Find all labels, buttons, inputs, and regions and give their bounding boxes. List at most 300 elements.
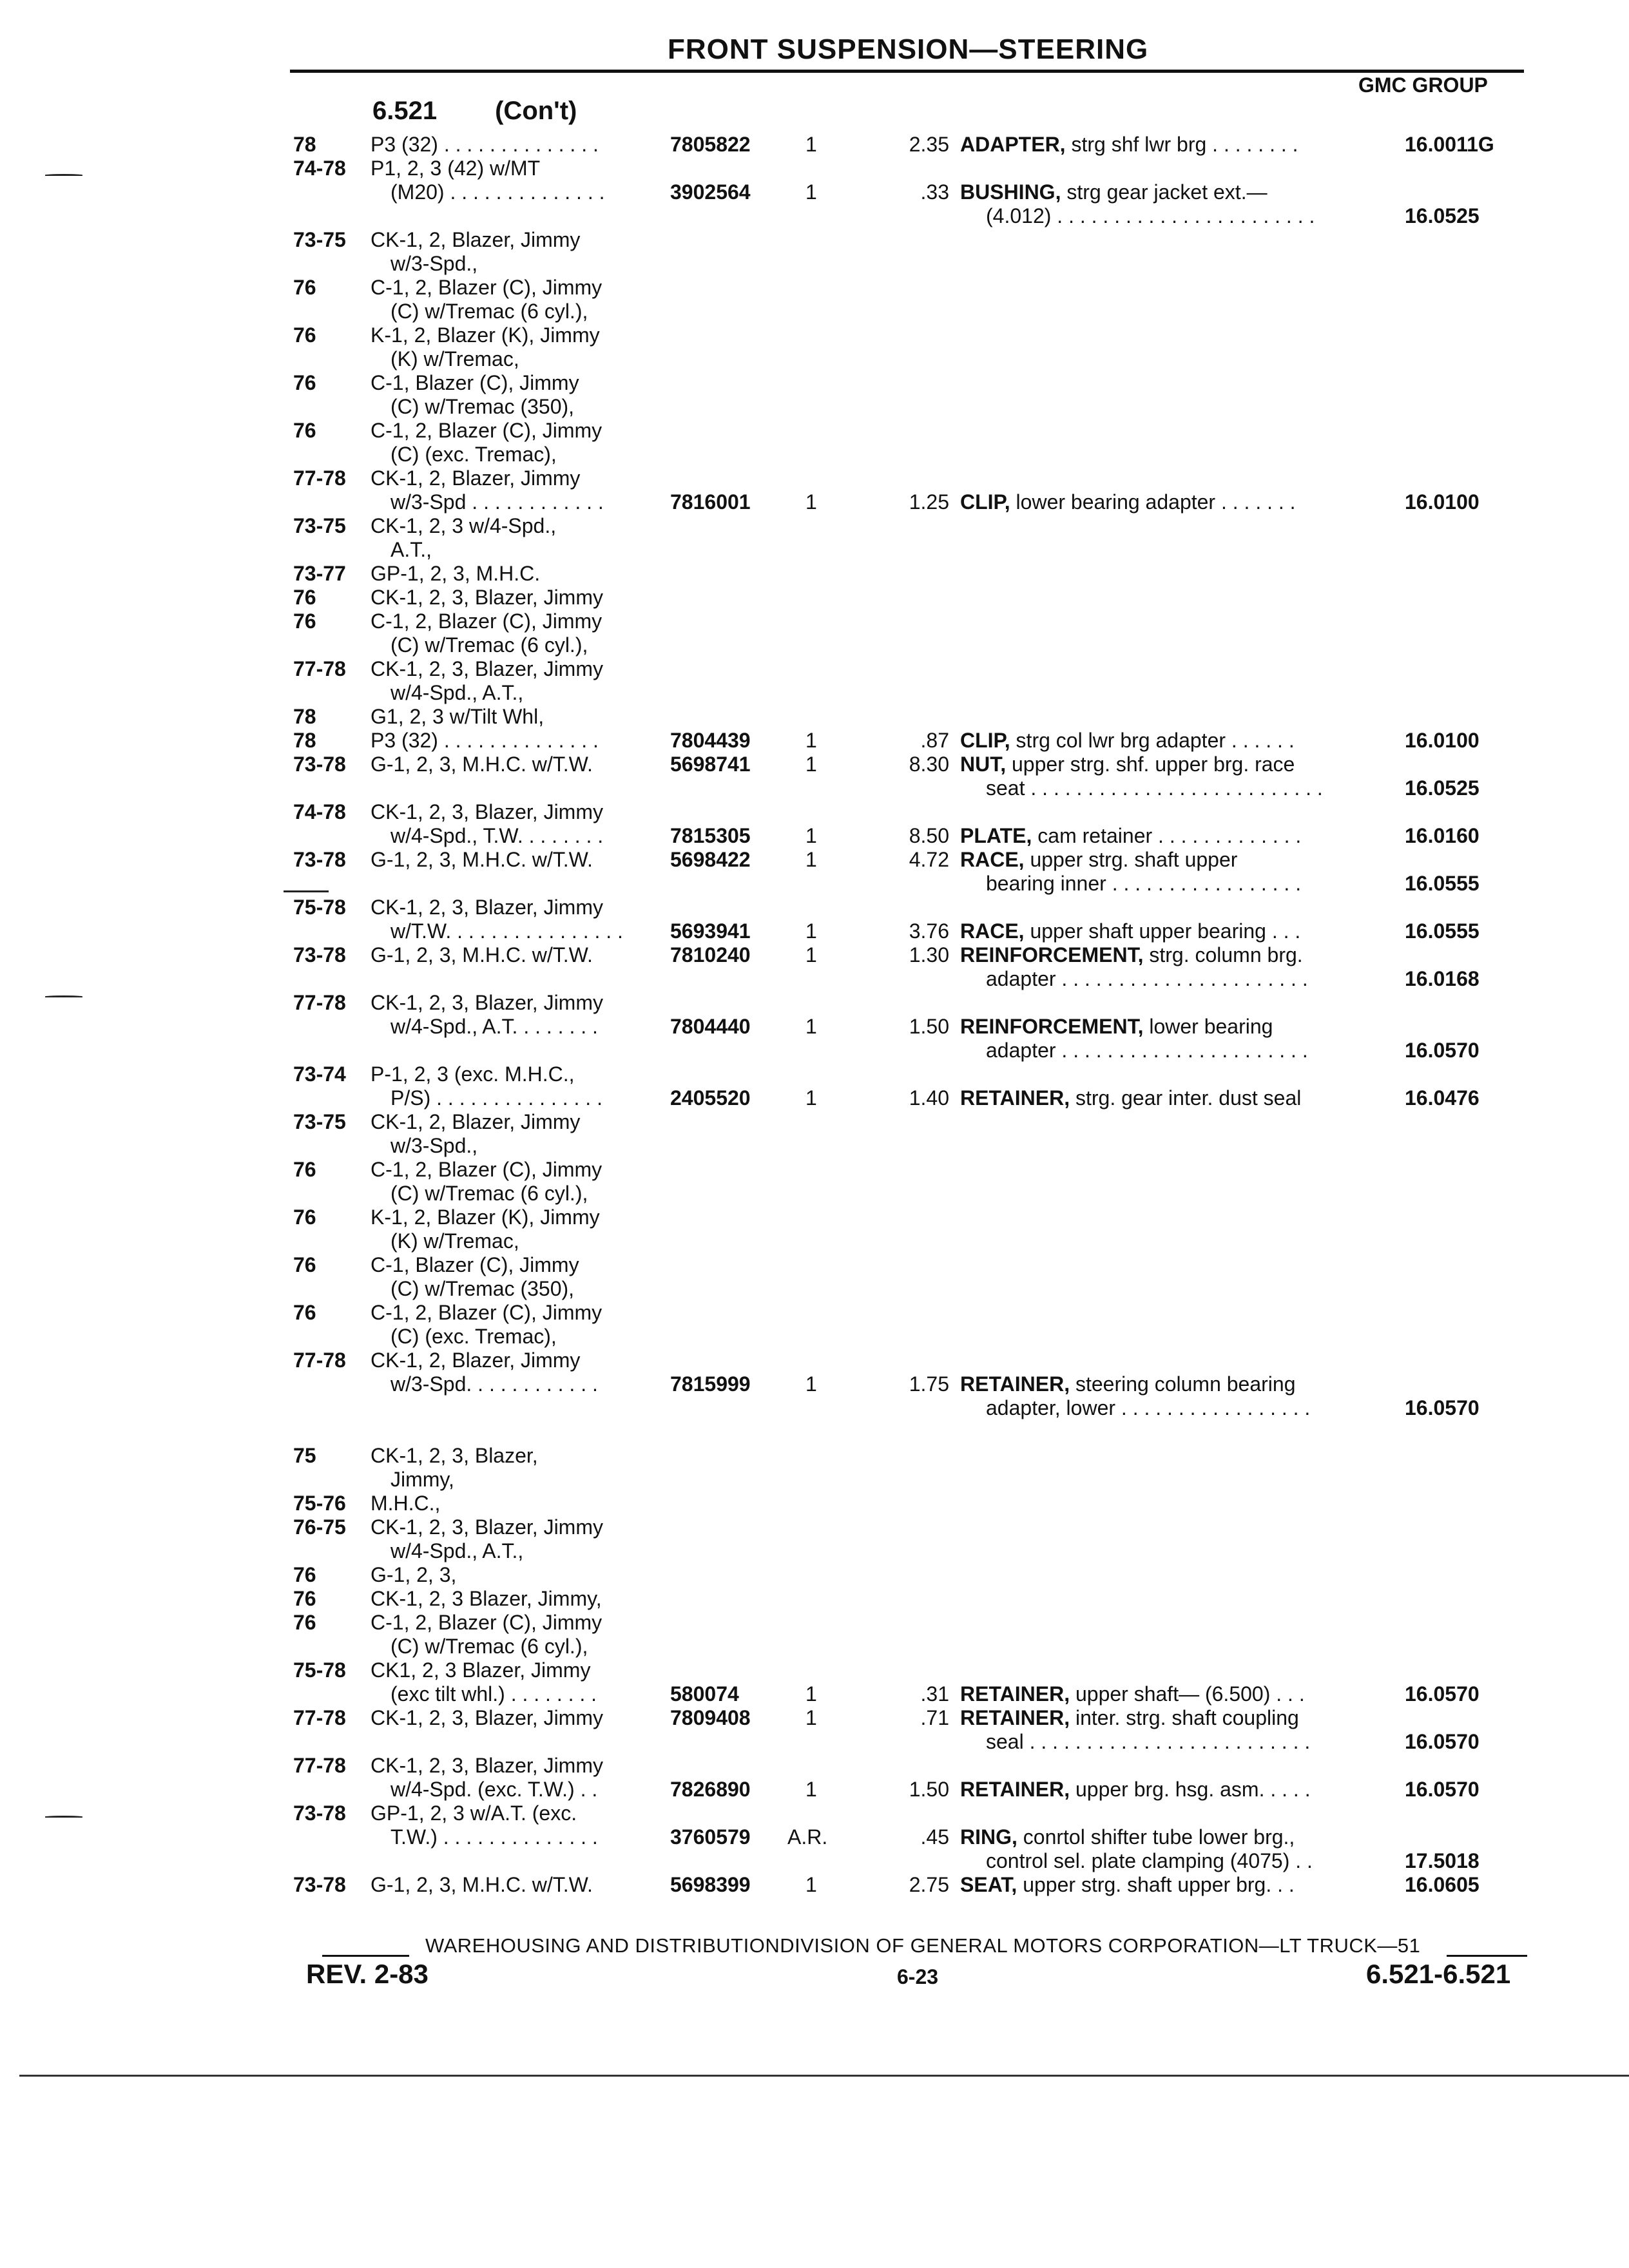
table-row	[0, 1635, 1629, 1658]
description	[960, 490, 1296, 514]
table-row	[0, 1086, 1629, 1110]
section-continued: (Con't)	[495, 97, 577, 125]
table-row	[0, 1587, 1629, 1611]
table-row	[0, 1539, 1629, 1563]
price: 4.72	[909, 848, 949, 871]
part-description: conrtol shifter tube lower brg.,	[1023, 1825, 1295, 1849]
table-row	[0, 1301, 1629, 1325]
margin-mark	[45, 995, 82, 997]
group-number: 16.0555	[1405, 919, 1480, 943]
table-row	[0, 323, 1629, 347]
application: CK-1, 2, Blazer, Jimmy	[371, 1349, 581, 1372]
part-name: PLATE,	[960, 824, 1032, 847]
application: (C) (exc. Tremac),	[390, 1325, 557, 1348]
application: w/4-Spd. (exc. T.W.) . .	[390, 1778, 598, 1801]
part-description: upper strg. shf. upper brg. race	[1012, 753, 1295, 776]
description	[960, 753, 1295, 776]
application: w/3-Spd . . . . . . . . . . . .	[390, 490, 604, 514]
application: CK-1, 2, 3 w/4-Spd.,	[371, 514, 557, 537]
group-number: 16.0605	[1405, 1873, 1480, 1896]
part-name: RETAINER,	[960, 1682, 1070, 1706]
quantity: 1	[805, 919, 817, 943]
part-name: RETAINER,	[960, 1086, 1070, 1110]
group-label: GMC GROUP	[1358, 73, 1488, 97]
application: CK-1, 2, 3, Blazer, Jimmy	[371, 800, 603, 823]
table-row	[0, 1444, 1629, 1468]
model-years: 77-78	[293, 1349, 346, 1372]
description	[960, 133, 1298, 157]
application: G-1, 2, 3, M.H.C. w/T.W.	[371, 848, 593, 871]
group-number: 16.0100	[1405, 490, 1480, 514]
model-years: 73-78	[293, 943, 346, 966]
group-number: 16.0555	[1405, 872, 1480, 895]
application: C-1, 2, Blazer (C), Jimmy	[371, 1611, 602, 1634]
table-row	[0, 1658, 1629, 1682]
model-years: 75-78	[293, 896, 346, 919]
quantity: 1	[805, 824, 817, 847]
price: .87	[920, 729, 949, 752]
part-description: strg. column brg.	[1149, 943, 1303, 966]
table-row	[0, 1396, 1629, 1420]
model-years: 73-75	[293, 1110, 346, 1133]
price: 1.30	[909, 943, 949, 966]
description-continued: control sel. plate clamping (4075) . .	[986, 1849, 1313, 1872]
application: w/3-Spd.,	[390, 252, 478, 275]
part-description: lower bearing adapter . . . . . . .	[1016, 490, 1296, 514]
part-number: 3902564	[670, 180, 751, 204]
table-row	[0, 157, 1629, 180]
table-row	[0, 1062, 1629, 1086]
table-row	[0, 1754, 1629, 1778]
application: w/4-Spd., A.T. . . . . . . .	[390, 1015, 598, 1038]
table-row	[0, 705, 1629, 729]
table-row	[0, 252, 1629, 276]
application: (C) w/Tremac (6 cyl.),	[390, 300, 588, 323]
model-years: 76-75	[293, 1515, 346, 1539]
model-years: 76	[293, 1563, 316, 1586]
model-years: 77-78	[293, 991, 346, 1014]
footer-rule-left	[322, 1955, 409, 1957]
part-name: REINFORCEMENT,	[960, 943, 1144, 966]
application: (K) w/Tremac,	[390, 347, 519, 370]
table-row	[0, 1039, 1629, 1062]
model-years: 76	[293, 1158, 316, 1181]
application: C-1, 2, Blazer (C), Jimmy	[371, 1158, 602, 1181]
description	[960, 1778, 1311, 1802]
quantity: 1	[805, 753, 817, 776]
model-years: 73-78	[293, 848, 346, 871]
description	[960, 848, 1237, 872]
quantity: 1	[805, 1682, 817, 1706]
table-row	[0, 538, 1629, 562]
model-years: 76	[293, 610, 316, 633]
table-row	[0, 562, 1629, 586]
application: T.W.) . . . . . . . . . . . . . .	[390, 1825, 598, 1849]
table-row	[0, 1825, 1629, 1849]
application: GP-1, 2, 3 w/A.T. (exc.	[371, 1802, 577, 1825]
group-number: 16.0100	[1405, 729, 1480, 752]
part-name: RACE,	[960, 848, 1025, 871]
margin-mark	[45, 1816, 82, 1818]
quantity: 1	[805, 490, 817, 514]
application: CK-1, 2, Blazer, Jimmy	[371, 1110, 581, 1133]
part-description: upper shaft upper bearing . . .	[1030, 919, 1301, 943]
application: C-1, 2, Blazer (C), Jimmy	[371, 610, 602, 633]
application: Jimmy,	[390, 1468, 454, 1491]
part-number: 5698422	[670, 848, 751, 871]
table-row	[0, 419, 1629, 443]
part-description: lower bearing	[1149, 1015, 1273, 1038]
price: 1.50	[909, 1778, 949, 1801]
application: w/4-Spd., A.T.,	[390, 681, 524, 704]
header-rule	[290, 70, 1524, 73]
table-row	[0, 1277, 1629, 1301]
application: GP-1, 2, 3, M.H.C.	[371, 562, 541, 585]
table-row	[0, 1515, 1629, 1539]
description-continued: bearing inner . . . . . . . . . . . . . . . . .	[986, 872, 1302, 895]
table-row	[0, 1372, 1629, 1396]
price: 3.76	[909, 919, 949, 943]
quantity: 1	[805, 1015, 817, 1038]
table-row	[0, 1802, 1629, 1825]
description-continued: seal . . . . . . . . . . . . . . . . . . . . . . . . .	[986, 1730, 1311, 1753]
model-years: 76	[293, 419, 316, 442]
table-row	[0, 776, 1629, 800]
part-name: RETAINER,	[960, 1372, 1070, 1396]
table-row	[0, 1420, 1629, 1444]
table-row	[0, 991, 1629, 1015]
quantity: 1	[805, 848, 817, 871]
part-number: 7826890	[670, 1778, 751, 1801]
model-years: 77-78	[293, 657, 346, 680]
table-row	[0, 276, 1629, 300]
model-years: 77-78	[293, 466, 346, 490]
table-row	[0, 347, 1629, 371]
description	[960, 1372, 1296, 1396]
model-years: 73-78	[293, 1873, 346, 1896]
model-years: 73-74	[293, 1062, 346, 1086]
part-description: upper strg. shaft upper brg. . .	[1023, 1873, 1295, 1896]
table-row	[0, 180, 1629, 204]
description	[960, 180, 1268, 204]
application: C-1, 2, Blazer (C), Jimmy	[371, 419, 602, 442]
table-row	[0, 872, 1629, 896]
application: P-1, 2, 3 (exc. M.H.C.,	[371, 1062, 575, 1086]
application: w/3-Spd.,	[390, 1134, 478, 1157]
table-row	[0, 300, 1629, 323]
table-row	[0, 1206, 1629, 1229]
table-row	[0, 633, 1629, 657]
model-years: 73-78	[293, 753, 346, 776]
application: P3 (32) . . . . . . . . . . . . . .	[371, 133, 599, 156]
table-row	[0, 1492, 1629, 1515]
table-row	[0, 1349, 1629, 1372]
table-row	[0, 1015, 1629, 1039]
handwritten-mark	[284, 890, 329, 892]
table-row	[0, 967, 1629, 991]
table-row	[0, 204, 1629, 228]
model-years: 78	[293, 133, 316, 156]
model-years: 74-78	[293, 157, 346, 180]
table-row	[0, 1253, 1629, 1277]
application: C-1, Blazer (C), Jimmy	[371, 371, 579, 394]
quantity: 1	[805, 1086, 817, 1110]
part-name: SEAT,	[960, 1873, 1017, 1896]
price: .33	[920, 180, 949, 204]
model-years: 73-77	[293, 562, 346, 585]
application: CK-1, 2, Blazer, Jimmy	[371, 466, 581, 490]
application: G1, 2, 3 w/Tilt Whl,	[371, 705, 545, 728]
table-row	[0, 824, 1629, 848]
part-number: 7810240	[670, 943, 751, 966]
application: w/4-Spd., A.T.,	[390, 1539, 524, 1562]
model-years: 75	[293, 1444, 316, 1467]
part-description: upper strg. shaft upper	[1030, 848, 1238, 871]
application: (C) w/Tremac (6 cyl.),	[390, 1182, 588, 1205]
table-row	[0, 466, 1629, 490]
model-years: 76	[293, 1587, 316, 1610]
part-description: strg. gear inter. dust seal	[1075, 1086, 1302, 1110]
price: .71	[920, 1706, 949, 1729]
part-name: RETAINER,	[960, 1706, 1070, 1729]
application: (M20) . . . . . . . . . . . . . .	[390, 180, 605, 204]
part-description: strg shf lwr brg . . . . . . . .	[1071, 133, 1298, 156]
description	[960, 1825, 1295, 1849]
model-years: 76	[293, 323, 316, 347]
part-name: RETAINER,	[960, 1778, 1070, 1801]
part-name: BUSHING,	[960, 180, 1061, 204]
table-row	[0, 1611, 1629, 1635]
application: w/T.W. . . . . . . . . . . . . . . .	[390, 919, 623, 943]
group-number: 16.0476	[1405, 1086, 1480, 1110]
model-years: 76	[293, 1253, 316, 1276]
table-row	[0, 1134, 1629, 1158]
table-row	[0, 514, 1629, 538]
application: A.T.,	[390, 538, 432, 561]
model-years: 76	[293, 1206, 316, 1229]
model-years: 76	[293, 1611, 316, 1634]
table-row	[0, 1849, 1629, 1873]
application: K-1, 2, Blazer (K), Jimmy	[371, 1206, 600, 1229]
application: w/3-Spd. . . . . . . . . . . .	[390, 1372, 598, 1396]
application: CK-1, 2, 3, Blazer, Jimmy	[371, 657, 603, 680]
price: .31	[920, 1682, 949, 1706]
table-row	[0, 1778, 1629, 1802]
page-title: FRONT SUSPENSION—STEERING	[668, 34, 1149, 65]
application: (C) w/Tremac (350),	[390, 1277, 575, 1300]
description	[960, 919, 1300, 943]
revision-label: REV. 2-83	[306, 1959, 429, 1989]
model-years: 78	[293, 729, 316, 752]
description	[960, 1873, 1295, 1897]
part-number: 7805822	[670, 133, 751, 156]
part-name: REINFORCEMENT,	[960, 1015, 1144, 1038]
description	[960, 1682, 1305, 1706]
footer-text: WAREHOUSING AND DISTRIBUTIONDIVISION OF GENERAL MOTORS CORPORATION—LT TRUCK—51	[425, 1934, 1421, 1957]
group-number: 16.0570	[1405, 1396, 1480, 1419]
table-row	[0, 848, 1629, 872]
table-row	[0, 1563, 1629, 1587]
model-years: 76	[293, 371, 316, 394]
part-description: inter. strg. shaft coupling	[1075, 1706, 1299, 1729]
table-row	[0, 371, 1629, 395]
table-row	[0, 1158, 1629, 1182]
application: CK-1, 2, 3, Blazer, Jimmy	[371, 1754, 603, 1777]
table-row	[0, 586, 1629, 610]
page-number: 6-23	[897, 1965, 939, 1988]
table-row	[0, 943, 1629, 967]
application: CK-1, 2, 3, Blazer, Jimmy	[371, 991, 603, 1014]
section-title	[372, 97, 577, 126]
application: (C) w/Tremac (6 cyl.),	[390, 1635, 588, 1658]
table-row	[0, 1110, 1629, 1134]
quantity: 1	[805, 133, 817, 156]
parts-list	[0, 133, 1629, 1897]
part-description: cam retainer . . . . . . . . . . . . .	[1037, 824, 1302, 847]
application: (exc tilt whl.) . . . . . . . .	[390, 1682, 597, 1706]
part-number: 5698741	[670, 753, 751, 776]
table-row	[0, 1325, 1629, 1349]
price: 2.75	[909, 1873, 949, 1896]
part-name: RACE,	[960, 919, 1025, 943]
application: C-1, 2, Blazer (C), Jimmy	[371, 1301, 602, 1324]
group-number: 16.0168	[1405, 967, 1480, 990]
description	[960, 1086, 1301, 1110]
application: CK-1, 2, 3, Blazer,	[371, 1444, 538, 1467]
group-number: 16.0525	[1405, 776, 1480, 800]
quantity: A.R.	[787, 1825, 828, 1849]
part-name: ADAPTER,	[960, 133, 1066, 156]
page-range: 6.521-6.521	[1366, 1959, 1511, 1989]
table-row	[0, 1468, 1629, 1492]
part-number: 7815305	[670, 824, 751, 847]
table-row	[0, 1682, 1629, 1706]
description	[960, 943, 1303, 967]
application: M.H.C.,	[371, 1492, 441, 1515]
table-row	[0, 753, 1629, 776]
price: 1.25	[909, 490, 949, 514]
description	[960, 1015, 1273, 1039]
footer-rule-right	[1447, 1955, 1527, 1957]
table-row	[0, 1873, 1629, 1897]
description-continued: seat . . . . . . . . . . . . . . . . . . . . . . . . . .	[986, 776, 1323, 800]
part-name: CLIP,	[960, 729, 1010, 752]
application: C-1, 2, Blazer (C), Jimmy	[371, 276, 602, 299]
group-number: 16.0570	[1405, 1730, 1480, 1753]
model-years: 77-78	[293, 1754, 346, 1777]
group-number: 16.0011G	[1405, 133, 1494, 156]
description	[960, 1706, 1299, 1730]
table-row	[0, 610, 1629, 633]
part-number: 5698399	[670, 1873, 751, 1896]
table-row	[0, 729, 1629, 753]
bottom-rule	[19, 2075, 1629, 2077]
table-row	[0, 1182, 1629, 1206]
application: G-1, 2, 3, M.H.C. w/T.W.	[371, 753, 593, 776]
application: G-1, 2, 3, M.H.C. w/T.W.	[371, 943, 593, 966]
group-number: 16.0570	[1405, 1778, 1480, 1801]
part-description: upper shaft— (6.500) . . .	[1075, 1682, 1305, 1706]
part-number: 7815999	[670, 1372, 751, 1396]
application: CK-1, 2, 3, Blazer, Jimmy	[371, 896, 603, 919]
part-number: 3760579	[670, 1825, 751, 1849]
table-row	[0, 443, 1629, 466]
table-row	[0, 1730, 1629, 1754]
description-continued: (4.012) . . . . . . . . . . . . . . . . . . . . . . .	[986, 204, 1315, 227]
model-years: 76	[293, 586, 316, 609]
description-continued: adapter . . . . . . . . . . . . . . . . . . . . . .	[986, 967, 1308, 990]
application: (C) (exc. Tremac),	[390, 443, 557, 466]
quantity: 1	[805, 943, 817, 966]
application: w/4-Spd., T.W. . . . . . . .	[390, 824, 604, 847]
part-description: strg gear jacket ext.—	[1066, 180, 1268, 204]
price: 8.30	[909, 753, 949, 776]
table-row	[0, 681, 1629, 705]
application: P3 (32) . . . . . . . . . . . . . .	[371, 729, 599, 752]
application: CK-1, 2, 3 Blazer, Jimmy,	[371, 1587, 602, 1610]
application: P1, 2, 3 (42) w/MT	[371, 157, 541, 180]
model-years: 75-78	[293, 1658, 346, 1682]
table-row	[0, 1706, 1629, 1730]
application: CK-1, 2, 3, Blazer, Jimmy	[371, 586, 603, 609]
price: 1.50	[909, 1015, 949, 1038]
table-row	[0, 133, 1629, 157]
model-years: 76	[293, 276, 316, 299]
description-continued: adapter, lower . . . . . . . . . . . . . . . . .	[986, 1396, 1311, 1419]
part-name: NUT,	[960, 753, 1007, 776]
group-number: 17.5018	[1405, 1849, 1480, 1872]
model-years: 74-78	[293, 800, 346, 823]
application: CK-1, 2, 3, Blazer, Jimmy	[371, 1706, 603, 1729]
table-row	[0, 919, 1629, 943]
group-number: 16.0525	[1405, 204, 1480, 227]
quantity: 1	[805, 729, 817, 752]
application: (C) w/Tremac (6 cyl.),	[390, 633, 588, 657]
quantity: 1	[805, 1873, 817, 1896]
part-number: 7816001	[670, 490, 751, 514]
part-number: 7804440	[670, 1015, 751, 1038]
price: 2.35	[909, 133, 949, 156]
section-number: 6.521	[372, 97, 438, 125]
application: K-1, 2, Blazer (K), Jimmy	[371, 323, 600, 347]
group-number: 16.0160	[1405, 824, 1480, 847]
table-row	[0, 896, 1629, 919]
price: 1.40	[909, 1086, 949, 1110]
margin-mark	[45, 174, 82, 176]
model-years: 73-78	[293, 1802, 346, 1825]
part-number: 2405520	[670, 1086, 751, 1110]
quantity: 1	[805, 180, 817, 204]
price: 1.75	[909, 1372, 949, 1396]
part-description: steering column bearing	[1075, 1372, 1296, 1396]
model-years: 78	[293, 705, 316, 728]
part-number: 580074	[670, 1682, 739, 1706]
quantity: 1	[805, 1372, 817, 1396]
application: C-1, Blazer (C), Jimmy	[371, 1253, 579, 1276]
table-row	[0, 657, 1629, 681]
table-row	[0, 800, 1629, 824]
model-years: 75-76	[293, 1492, 346, 1515]
application: CK-1, 2, 3, Blazer, Jimmy	[371, 1515, 603, 1539]
quantity: 1	[805, 1778, 817, 1801]
model-years: 73-75	[293, 228, 346, 251]
description	[960, 729, 1295, 753]
description-continued: adapter . . . . . . . . . . . . . . . . . . . . . .	[986, 1039, 1308, 1062]
table-row	[0, 395, 1629, 419]
application: G-1, 2, 3, M.H.C. w/T.W.	[371, 1873, 593, 1896]
application: G-1, 2, 3,	[371, 1563, 457, 1586]
price: 8.50	[909, 824, 949, 847]
